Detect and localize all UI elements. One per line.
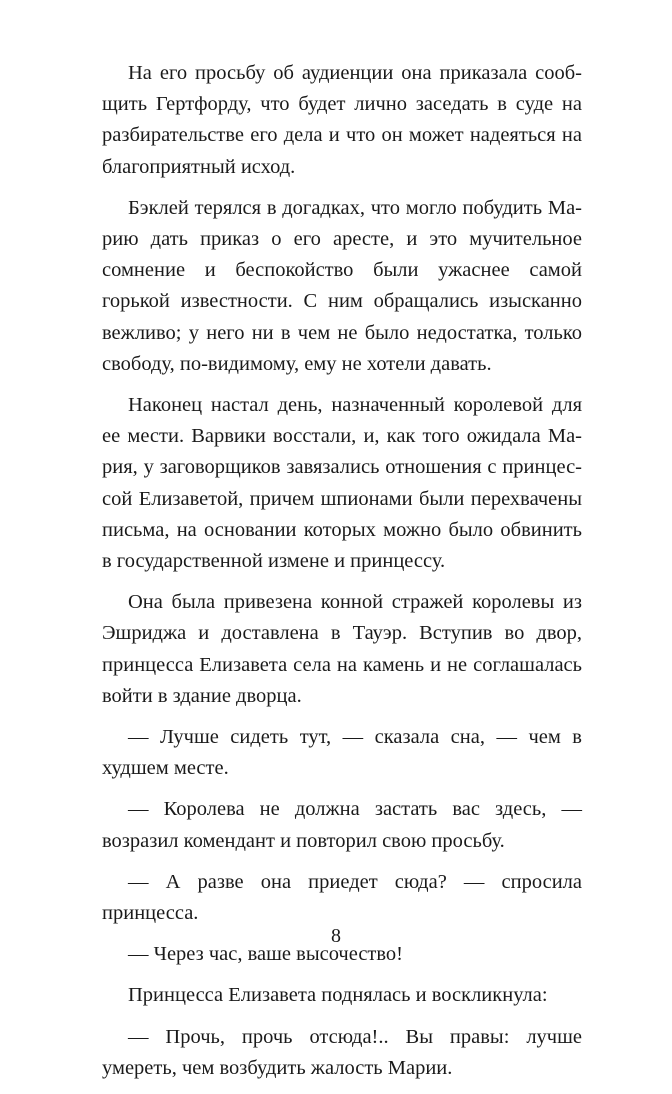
dialogue-line: — Лучше сидеть тут, — сказала сна, — чем в худшем месте. xyxy=(102,726,582,780)
paragraph: Наконец настал день, назначенный королевой для ее мести. Варвики восстали, и, как того ожидала Мария, у заговорщиков завязались отношения с принцессой Елизаветой, причем шпионами были перехвачены письма, на основании которых можно было обвинить в государственной измене и принцессу. xyxy=(102,394,582,573)
paragraph: Принцесса Елизавета поднялась и воскликнула: xyxy=(128,984,548,1007)
paragraph: Она была привезена конной стражей королевы из Эшриджа и доставлена в Тауэр. Вступив во двор, принцесса Елизавета села на камень и не соглашалась войти в здание дворца. xyxy=(102,591,582,707)
paragraph: На его просьбу об аудиенции она приказала сообщить Гертфорду, что будет лично заседать в суде на разбирательстве его дела и что он может надеяться на благоприятный исход. xyxy=(102,62,582,178)
dialogue-line: — Королева не должна застать вас здесь, — возразил комендант и повторил свою просьбу. xyxy=(102,798,582,852)
dialogue-line: — Прочь, прочь отсюда!.. Вы правы: лучше умереть, чем возбудить жалость Марии. xyxy=(102,1025,582,1079)
dialogue-line: — А разве она приедет сюда? — спросила принцесса. xyxy=(102,870,582,925)
paragraph: Бэклей терялся в догадках, что могло побудить Марию дать приказ о его аресте, и это мучительное сомнение и беспокойство были ужаснее самой горькой известности. С ним обращались изысканно вежливо; у него ни в чем не было недостатка, только свободу, по-видимому, ему не хотели давать. xyxy=(102,196,582,375)
page-number: 8 xyxy=(331,925,341,947)
dialogue-line: — Через час, ваше высочество! xyxy=(128,943,404,966)
